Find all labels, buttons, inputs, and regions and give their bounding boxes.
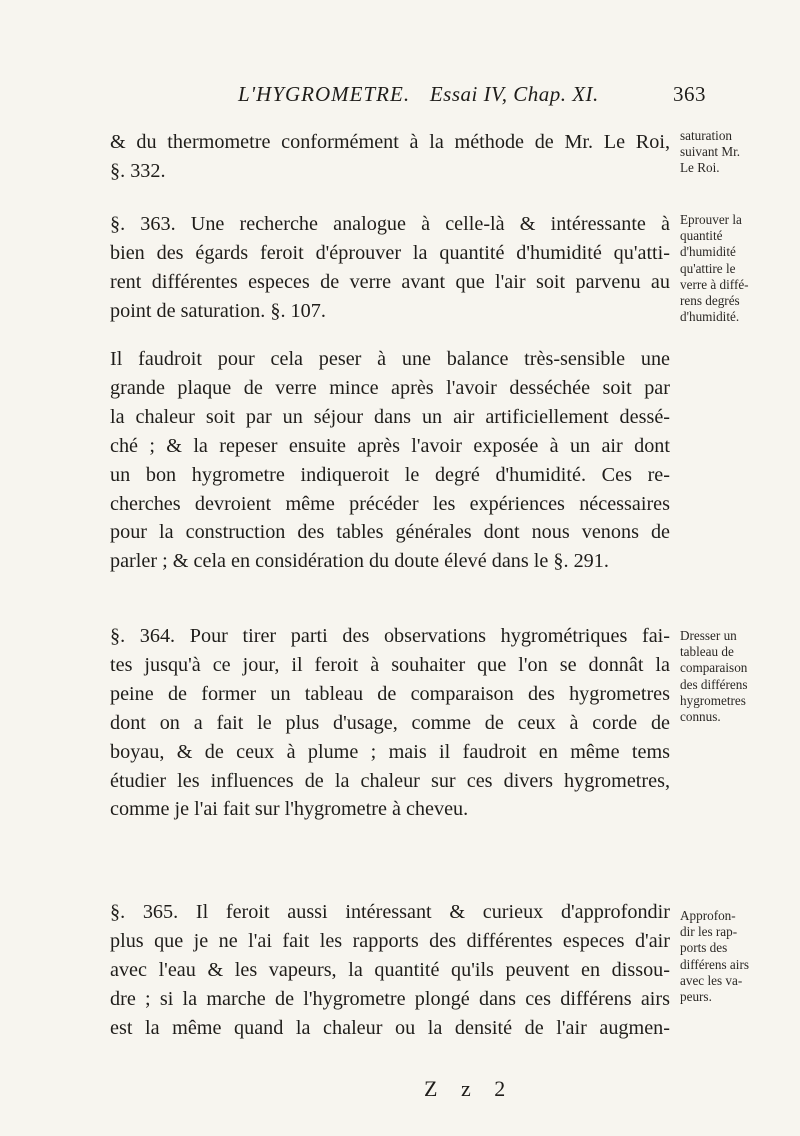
text-line: pour la construction des tables générales dont nous venons de bbox=[110, 521, 670, 544]
margin-line: rens degrés bbox=[680, 293, 740, 309]
margin-line: verre à diffé- bbox=[680, 276, 749, 292]
margin-line: Eprouver la bbox=[680, 212, 742, 227]
header-section: Essai IV, Chap. XI. bbox=[429, 82, 599, 106]
text-line: plus que je ne l'ai fait les rapports des différentes especes d'air bbox=[110, 929, 670, 952]
text-line: la chaleur soit par un séjour dans un air artificiellement dessé- bbox=[110, 405, 670, 428]
signature-mark: Z z 2 bbox=[424, 1076, 515, 1101]
margin-line: suivant Mr. bbox=[680, 144, 741, 160]
paragraph-4 bbox=[110, 898, 670, 1043]
header-title: L'HYGROMETRE. bbox=[238, 82, 411, 106]
paragraph-2 bbox=[110, 345, 670, 576]
margin-line: dir les rap- bbox=[680, 924, 738, 940]
text-line: un bon hygrometre indiqueroit le degré d'humidité. Ces re- bbox=[110, 463, 670, 486]
text-line: §. 364. Pour tirer parti des observations hygrométriques fai- bbox=[110, 625, 670, 647]
marginal-note-0 bbox=[680, 128, 790, 177]
running-header bbox=[238, 82, 778, 107]
marginal-note-2 bbox=[680, 628, 790, 725]
text-line: §. 363. Une recherche analogue à celle-là & intéressante à bbox=[110, 213, 670, 235]
text-line: Il faudroit pour cela peser à une balance très-sensible une bbox=[110, 348, 670, 370]
margin-line: des différens bbox=[680, 676, 748, 692]
margin-line: d'humidité bbox=[680, 244, 736, 260]
text-line: point de saturation. §. 107. bbox=[110, 299, 326, 322]
text-line: bien des égards feroit d'éprouver la quantité d'humidité qu'atti- bbox=[110, 241, 670, 264]
margin-line: comparaison bbox=[680, 660, 748, 676]
text-line: tes jusqu'à ce jour, il feroit à souhaiter que l'on se donnât la bbox=[110, 653, 670, 676]
margin-line: Le Roi. bbox=[680, 160, 720, 176]
margin-line: tableau de bbox=[680, 644, 734, 660]
text-line: étudier les influences de la chaleur sur ces divers hygrometres, bbox=[110, 769, 670, 792]
text-line: boyau, & de ceux à plume ; mais il faudroit en même tems bbox=[110, 740, 670, 763]
margin-line: ports des bbox=[680, 940, 728, 956]
margin-line: hygrometres bbox=[680, 692, 746, 708]
text-line: dont on a fait le plus d'usage, comme de ceux à corde de bbox=[110, 711, 670, 734]
margin-line: avec les va- bbox=[680, 972, 743, 988]
page-number: 363 bbox=[673, 82, 706, 106]
text-line: §. 365. Il feroit aussi intéressant & curieux d'approfondir bbox=[110, 901, 670, 923]
text-line: rent différentes especes de verre avant que l'air soit parvenu au bbox=[110, 270, 670, 293]
margin-line: Dresser un bbox=[680, 628, 737, 643]
text-line: & du thermometre conformément à la méthode de Mr. Le Roi, bbox=[110, 131, 670, 153]
paragraph-0 bbox=[110, 128, 670, 186]
text-line: grande plaque de verre mince après l'avoir desséchée soit par bbox=[110, 376, 670, 399]
text-line: comme je l'ai fait sur l'hygrometre à cheveu. bbox=[110, 798, 469, 821]
margin-line: qu'attire le bbox=[680, 260, 736, 276]
text-line: ché ; & la repeser ensuite après l'avoir exposée à un air dont bbox=[110, 434, 670, 457]
marginal-note-3 bbox=[680, 908, 790, 1005]
marginal-note-1 bbox=[680, 212, 790, 325]
text-line: parler ; & cela en considération du doute élevé dans le §. 291. bbox=[110, 550, 609, 573]
paragraph-1 bbox=[110, 210, 670, 326]
margin-line: quantité bbox=[680, 228, 723, 244]
margin-line: saturation bbox=[680, 128, 733, 143]
text-line: §. 332. bbox=[110, 159, 166, 182]
margin-line: différens airs bbox=[680, 956, 749, 972]
margin-line: connus. bbox=[680, 709, 721, 725]
margin-line: d'humidité. bbox=[680, 309, 740, 325]
margin-line: peurs. bbox=[680, 989, 712, 1005]
text-line: avec l'eau & les vapeurs, la quantité qu'ils peuvent en dissou- bbox=[110, 958, 670, 981]
text-line: est la même quand la chaleur ou la densité de l'air augmen- bbox=[110, 1016, 670, 1039]
text-line: peine de former un tableau de comparaison des hygrometres bbox=[110, 682, 670, 705]
text-line: dre ; si la marche de l'hygrometre plongé dans ces différens airs bbox=[110, 987, 670, 1010]
text-line: cherches devroient même précéder les expériences nécessaires bbox=[110, 492, 670, 515]
paragraph-3 bbox=[110, 622, 670, 824]
margin-line: Approfon- bbox=[680, 908, 736, 923]
